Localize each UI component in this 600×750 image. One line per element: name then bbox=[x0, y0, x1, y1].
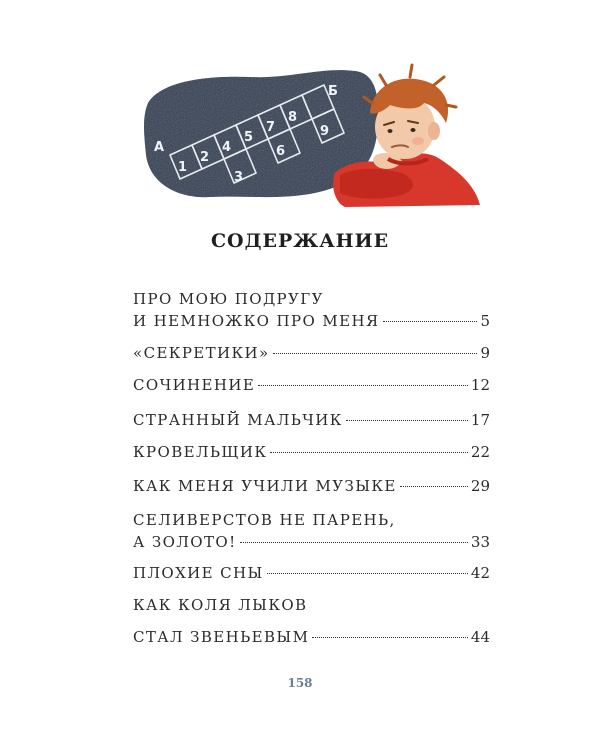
toc-entry-page: 17 bbox=[470, 411, 490, 429]
svg-text:3: 3 bbox=[234, 170, 244, 185]
svg-text:1: 1 bbox=[178, 160, 188, 175]
toc-entry[interactable] bbox=[133, 564, 490, 586]
toc-entry[interactable] bbox=[133, 443, 490, 465]
toc-entry-page: 42 bbox=[470, 564, 490, 582]
toc-entry[interactable] bbox=[133, 596, 490, 650]
toc-entry-page: 5 bbox=[480, 312, 490, 330]
toc-entry-title: СТРАННЫЙ МАЛЬЧИК bbox=[133, 411, 343, 429]
dot-leader bbox=[267, 573, 468, 574]
toc-entry-title: КРОВЕЛЬЩИК bbox=[133, 443, 268, 461]
svg-text:9: 9 bbox=[320, 124, 330, 139]
svg-text:6: 6 bbox=[276, 144, 286, 159]
dot-leader bbox=[400, 486, 468, 487]
toc-entry[interactable] bbox=[133, 411, 490, 433]
dot-leader bbox=[312, 637, 468, 638]
toc-entry-title: И НЕМНОЖКО ПРО МЕНЯ bbox=[133, 312, 380, 330]
toc-entry-page: 33 bbox=[470, 533, 490, 551]
toc-entry-page: 12 bbox=[470, 376, 490, 394]
toc-entry[interactable] bbox=[133, 344, 490, 366]
toc-entry[interactable] bbox=[133, 290, 490, 334]
svg-text:7: 7 bbox=[266, 120, 276, 135]
toc-entry-title: ПРО МОЮ ПОДРУГУ bbox=[133, 290, 324, 308]
toc-entry[interactable] bbox=[133, 376, 490, 398]
toc-entry[interactable] bbox=[133, 477, 490, 499]
toc-entry-title: КАК МЕНЯ УЧИЛИ МУЗЫКЕ bbox=[133, 477, 397, 495]
toc-entry-title: «СЕКРЕТИКИ» bbox=[133, 344, 270, 362]
toc-entry-title: ПЛОХИЕ СНЫ bbox=[133, 564, 264, 582]
toc-entry-page: 29 bbox=[470, 477, 490, 495]
dot-leader bbox=[240, 542, 468, 543]
toc-entry-page: 22 bbox=[470, 443, 490, 461]
toc-entry-title: СТАЛ ЗВЕНЬЕВЫМ bbox=[133, 628, 310, 646]
svg-text:5: 5 bbox=[244, 130, 254, 145]
dot-leader bbox=[258, 385, 468, 386]
toc-entry-title: А ЗОЛОТО! bbox=[133, 533, 237, 551]
toc-entry-title: СЕЛИВЕРСТОВ НЕ ПАРЕНЬ, bbox=[133, 511, 396, 529]
toc-entry-page: 9 bbox=[480, 344, 490, 362]
svg-text:А: А bbox=[154, 140, 165, 155]
svg-text:Б: Б bbox=[328, 84, 338, 99]
dot-leader bbox=[346, 420, 468, 421]
dot-leader bbox=[270, 452, 468, 453]
table-of-contents bbox=[133, 0, 490, 750]
toc-entry[interactable] bbox=[133, 511, 490, 555]
toc-entry-title: КАК КОЛЯ ЛЫКОВ bbox=[133, 596, 308, 614]
toc-entry-page: 44 bbox=[470, 628, 490, 646]
page-number: 158 bbox=[287, 676, 313, 690]
svg-text:8: 8 bbox=[288, 110, 298, 125]
dot-leader bbox=[383, 321, 478, 322]
contents-heading: СОДЕРЖАНИЕ bbox=[210, 230, 390, 252]
svg-text:4: 4 bbox=[222, 140, 232, 155]
dot-leader bbox=[273, 353, 478, 354]
svg-text:2: 2 bbox=[200, 150, 210, 165]
toc-entry-title: СОЧИНЕНИЕ bbox=[133, 376, 256, 394]
